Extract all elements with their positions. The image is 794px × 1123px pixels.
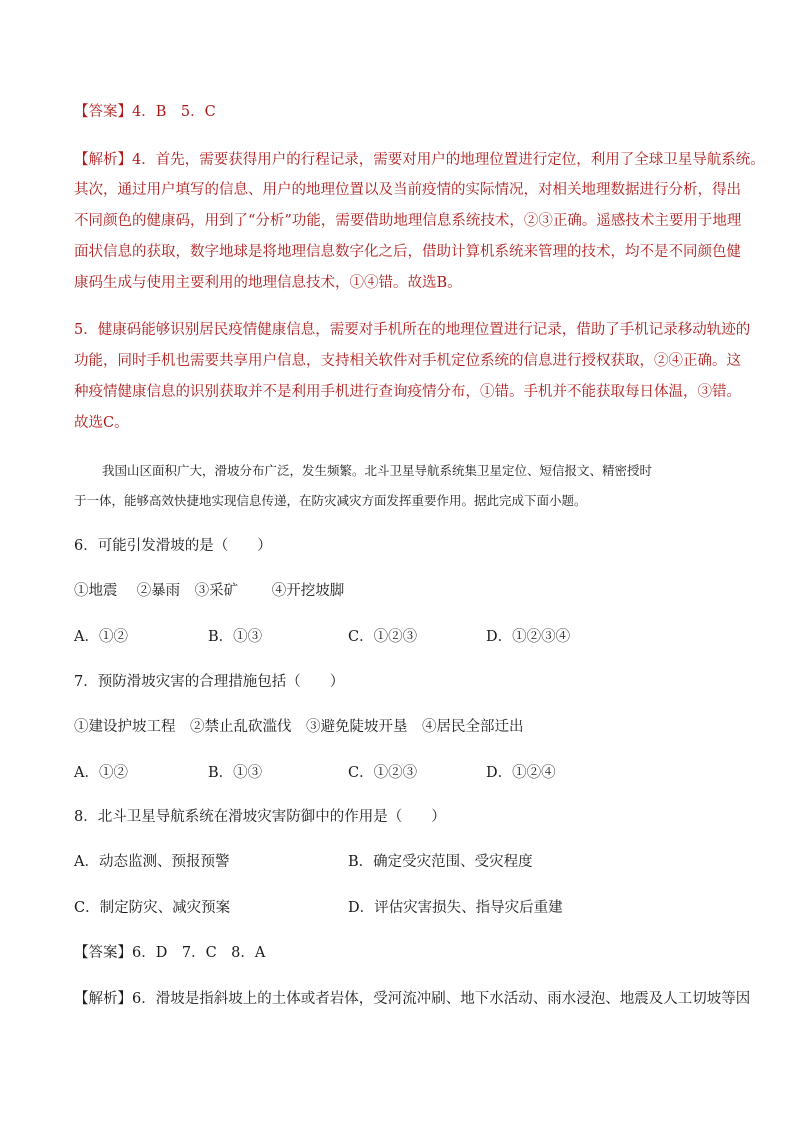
answer-label: 【答案】 [74,104,132,120]
question-6-option-d: D．①②③④ [486,629,571,645]
analysis-line: 功能，同时手机也需要共享用户信息，支持相关软件对手机定位系统的信息进行授权获取，②④正确。这 [74,353,741,369]
question-8-option-d: D．评估灾害损失、指导灾后重建 [348,900,563,916]
analysis-line: 面状信息的获取，数字地球是将地理信息数字化之后，借助计算机系统来管理的技术，均不是不同颜色健 [74,244,741,260]
answer-line-2 [74,943,265,963]
answer-text: 4．B 5．C [132,104,216,120]
question-8-option-a: A．动态监测、预报预警 [74,854,230,870]
passage-line: 于一体，能够高效快捷地实现信息传递，在防灾减灾方面发挥重要作用。据此完成下面小题。 [74,493,587,508]
passage-line: 我国山区面积广大，滑坡分布广泛，发生频繁。北斗卫星导航系统集卫星定位、短信报文、精密授时 [102,463,653,478]
analysis-line: 种疫情健康信息的识别获取并不是利用手机进行查询疫情分布，①错。手机并不能获取每日体温，③错。 [74,384,741,400]
question-7-stem: 7．预防滑坡灾害的合理措施包括（ ） [74,674,345,690]
analysis-line [74,150,765,170]
analysis-line: 故选C。 [74,415,129,431]
analysis-label: 【解析】 [74,991,132,1007]
question-6-option-a: A．①② [74,629,128,645]
question-7-option-d: D．①②④ [486,765,556,781]
answer-line-1 [74,102,216,122]
analysis-line: 5．健康码能够识别居民疫情健康信息，需要对手机所在的地理位置进行记录，借助了手机记录移动轨迹的 [74,322,751,338]
question-6-stem: 6．可能引发滑坡的是（ ） [74,538,272,554]
question-8-stem: 8．北斗卫星导航系统在滑坡灾害防御中的作用是（ ） [74,809,446,825]
question-7-option-b: B．①③ [208,765,263,781]
analysis-line-3 [74,989,750,1009]
question-7-items: ①建设护坡工程 ②禁止乱砍滥伐 ③避免陡坡开垦 ④居民全部迁出 [74,719,524,735]
analysis-label: 【解析】 [74,152,132,168]
question-6-option-c: C．①②③ [348,629,418,645]
question-7-option-c: C．①②③ [348,765,418,781]
analysis-line: 其次，通过用户填写的信息、用户的地理位置以及当前疫情的实际情况，对相关地理数据进行分析，得出 [74,182,741,198]
analysis-line: 康码生成与使用主要利用的地理信息技术，①④错。故选B。 [74,275,462,291]
question-8-option-c: C．制定防灾、减灾预案 [74,900,231,916]
analysis-text: 6．滑坡是指斜坡上的土体或者岩体，受河流冲刷、地下水活动、雨水浸泡、地震及人工切坡等因 [132,991,751,1007]
analysis-line: 不同颜色的健康码，用到了“分析”功能，需要借助地理信息系统技术，②③正确。遥感技术主要用于地理 [74,213,742,229]
answer-label: 【答案】 [74,945,132,961]
question-6-items: ①地震 ②暴雨 ③采矿 ④开挖坡脚 [74,583,345,599]
question-8-option-b: B．确定受灾范围、受灾程度 [348,854,533,870]
question-7-option-a: A．①② [74,765,128,781]
question-6-option-b: B．①③ [208,629,263,645]
answer-text: 6．D 7．C 8．A [132,945,266,961]
analysis-text: 4．首先，需要获得用户的行程记录，需要对用户的地理位置进行定位，利用了全球卫星导航系统。 [132,152,765,168]
